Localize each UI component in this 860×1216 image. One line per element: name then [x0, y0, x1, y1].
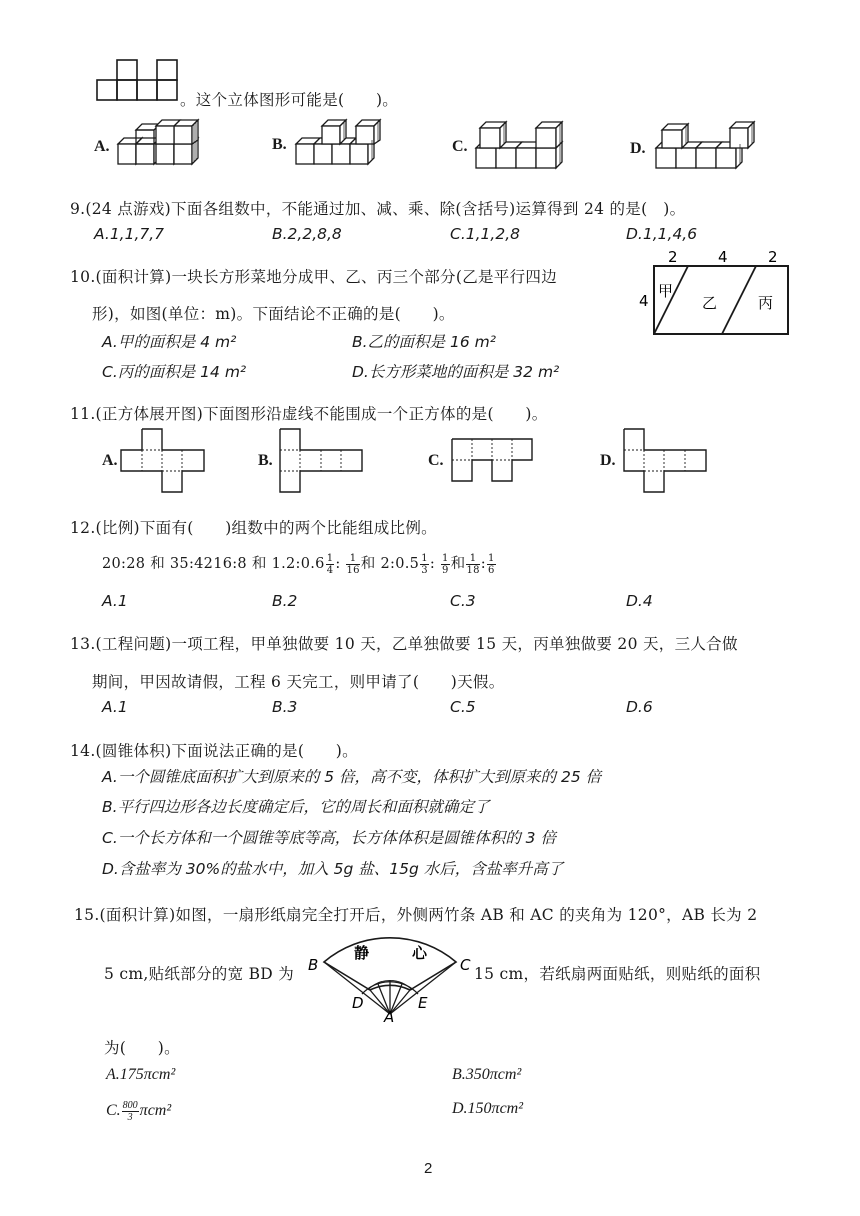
q12-option-d[interactable]: D.4 [626, 592, 653, 610]
q11-option-c-label[interactable]: C. [428, 452, 444, 469]
q12-ratio-line: 20:28 和 35:4216:8 和 1.2:0.6 $\frac{1}{4}$ : $\frac{1}{16}$ 和 2:0.5 $\frac{1}{3}$ : $\frac{1}{9}$ 和 $\frac{1}{18}$ : $\frac{1}{6}$ [102, 552, 495, 576]
q12-option-b[interactable]: B.2 [272, 592, 298, 610]
q12-ratio-text-a: 20:28 和 35:4216:8 和 1.2:0.6 [102, 556, 325, 572]
q14-stem: 14.(圆锥体积)下面说法正确的是( )。 [70, 742, 358, 760]
q8-stem: 。这个立体图形可能是( )。 [180, 91, 399, 109]
q11-option-d-label[interactable]: D. [600, 452, 616, 469]
q15-stem-line3: 为( )。 [104, 1039, 180, 1057]
q11-option-b-net [278, 428, 368, 494]
q12-fraction-1-4: $\frac{1}{4}$ [326, 552, 334, 576]
q10-field-figure [636, 246, 796, 338]
q12-option-a[interactable]: A.1 [102, 592, 128, 610]
q8-option-a-label[interactable]: A. [94, 138, 110, 155]
q12-fraction-1-3: $\frac{1}{3}$ [421, 552, 428, 576]
q15-fan-figure [302, 918, 478, 1024]
q10-option-c[interactable]: C.丙的面积是 14 m² [102, 363, 247, 381]
q8-option-d-cubes-figure [654, 118, 758, 178]
q15-stem-line1: 15.(面积计算)如图，一扇形纸扇完全打开后，外侧两竹条 AB 和 AC 的夹角为 120°，AB 长为 2 [74, 906, 758, 924]
q15-fan-text-xin: 心 [412, 944, 428, 962]
q10-stem-line1: 10.(面积计算)一块长方形菜地分成甲、乙、丙三个部分(乙是平行四边 [70, 268, 557, 286]
q13-option-b[interactable]: B.3 [272, 698, 298, 716]
q9-option-b[interactable]: B.2,2,8,8 [272, 225, 342, 243]
q15-option-a[interactable]: A.175πcm² [106, 1066, 176, 1083]
q8-option-d-label[interactable]: D. [630, 140, 646, 157]
q15-option-d[interactable]: D.150πcm² [452, 1100, 524, 1117]
q11-option-b-label[interactable]: B. [258, 452, 273, 469]
q10-side-label: 4 [639, 292, 649, 310]
q10-option-d[interactable]: D.长方形菜地的面积是 32 m² [352, 363, 560, 381]
q9-option-d[interactable]: D.1,1,4,6 [626, 225, 698, 243]
q13-stem-line2: 期间，甲因故请假，工程 6 天完工，则甲请了( )天假。 [92, 673, 505, 691]
q11-stem: 11.(正方体展开图)下面图形沿虚线不能围成一个正方体的是( )。 [70, 405, 548, 423]
q15-option-b[interactable]: B.350πcm² [452, 1066, 522, 1083]
q13-option-a[interactable]: A.1 [102, 698, 128, 716]
q15-option-c-fraction: $\frac{800}{3}$ [122, 1100, 138, 1123]
q10-stem-line2: 形)，如图(单位：m)。下面结论不正确的是( )。 [92, 305, 455, 323]
q13-option-c[interactable]: C.5 [450, 698, 476, 716]
q10-option-b[interactable]: B.乙的面积是 16 m² [352, 333, 496, 351]
q11-option-a-net [120, 428, 208, 494]
q13-option-d[interactable]: D.6 [626, 698, 653, 716]
q12-fraction-1-16: $\frac{1}{16}$ [346, 552, 360, 576]
q9-option-a[interactable]: A.1,1,7,7 [94, 225, 165, 243]
q12-ratio-text-mid: 和 2:0.5 [360, 556, 420, 572]
q14-option-d[interactable]: D.含盐率为 30%的盐水中，加入 5g 盐、15g 水后，含盐率升高了 [102, 860, 564, 878]
q10-part-yi: 乙 [702, 294, 718, 312]
q14-option-b[interactable]: B.平行四边形各边长度确定后，它的周长和面积就确定了 [102, 798, 490, 816]
q15-stem-line2b: 15 cm，若纸扇两面贴纸，则贴纸的面积 [474, 965, 761, 983]
q9-stem: 9.(24 点游戏)下面各组数中，不能通过加、减、乘、除(含括号)运算得到 24 的是( )。 [70, 200, 686, 218]
q12-stem: 12.(比例)下面有( )组数中的两个比能组成比例。 [70, 519, 437, 537]
q11-option-c-net [450, 438, 536, 494]
q8-option-c-label[interactable]: C. [452, 138, 468, 155]
q8-option-b-label[interactable]: B. [272, 136, 287, 153]
q8-option-c-cubes-figure [474, 118, 574, 178]
q9-option-c[interactable]: C.1,1,2,8 [450, 225, 520, 243]
q14-option-a[interactable]: A.一个圆锥底面积扩大到原来的 5 倍，高不变，体积扩大到原来的 25 倍 [102, 768, 602, 786]
q10-top-label-2: 4 [718, 248, 728, 266]
q12-fraction-1-18: $\frac{1}{18}$ [466, 552, 480, 576]
q10-part-jia: 甲 [658, 282, 674, 300]
q14-option-c[interactable]: C.一个长方体和一个圆锥等底等高，长方体体积是圆锥体积的 3 倍 [102, 829, 556, 847]
q12-fraction-1-6: $\frac{1}{6}$ [487, 552, 495, 576]
q10-option-a[interactable]: A.甲的面积是 4 m² [102, 333, 237, 351]
q15-fan-text-jing: 静 [354, 944, 370, 962]
q15-label-b: B [308, 956, 319, 974]
q15-label-a: A [384, 1008, 395, 1026]
q15-label-c: C [460, 956, 471, 974]
q12-fraction-1-9: $\frac{1}{9}$ [441, 552, 449, 576]
q15-label-e: E [418, 994, 428, 1012]
q15-label-d: D [352, 994, 364, 1012]
q8-front-view-figure [96, 60, 180, 102]
q8-option-b-cubes-figure [294, 116, 390, 172]
q11-option-a-label[interactable]: A. [102, 452, 118, 469]
q10-top-label-1: 2 [668, 248, 678, 266]
q11-option-d-net [622, 428, 712, 494]
q10-part-bing: 丙 [758, 294, 774, 312]
q8-option-a-cubes-figure [116, 118, 208, 174]
q10-top-label-3: 2 [768, 248, 778, 266]
q15-option-c[interactable]: C. $\frac{800}{3}$ πcm² [106, 1100, 172, 1123]
q13-stem-line1: 13.(工程问题)一项工程，甲单独做要 10 天，乙单独做要 15 天，丙单独做要 20 天，三人合做 [70, 635, 738, 653]
q12-option-c[interactable]: C.3 [450, 592, 476, 610]
q15-stem-line2a: 5 cm,贴纸部分的宽 BD 为 [104, 965, 295, 983]
page-number: 2 [424, 1160, 433, 1177]
